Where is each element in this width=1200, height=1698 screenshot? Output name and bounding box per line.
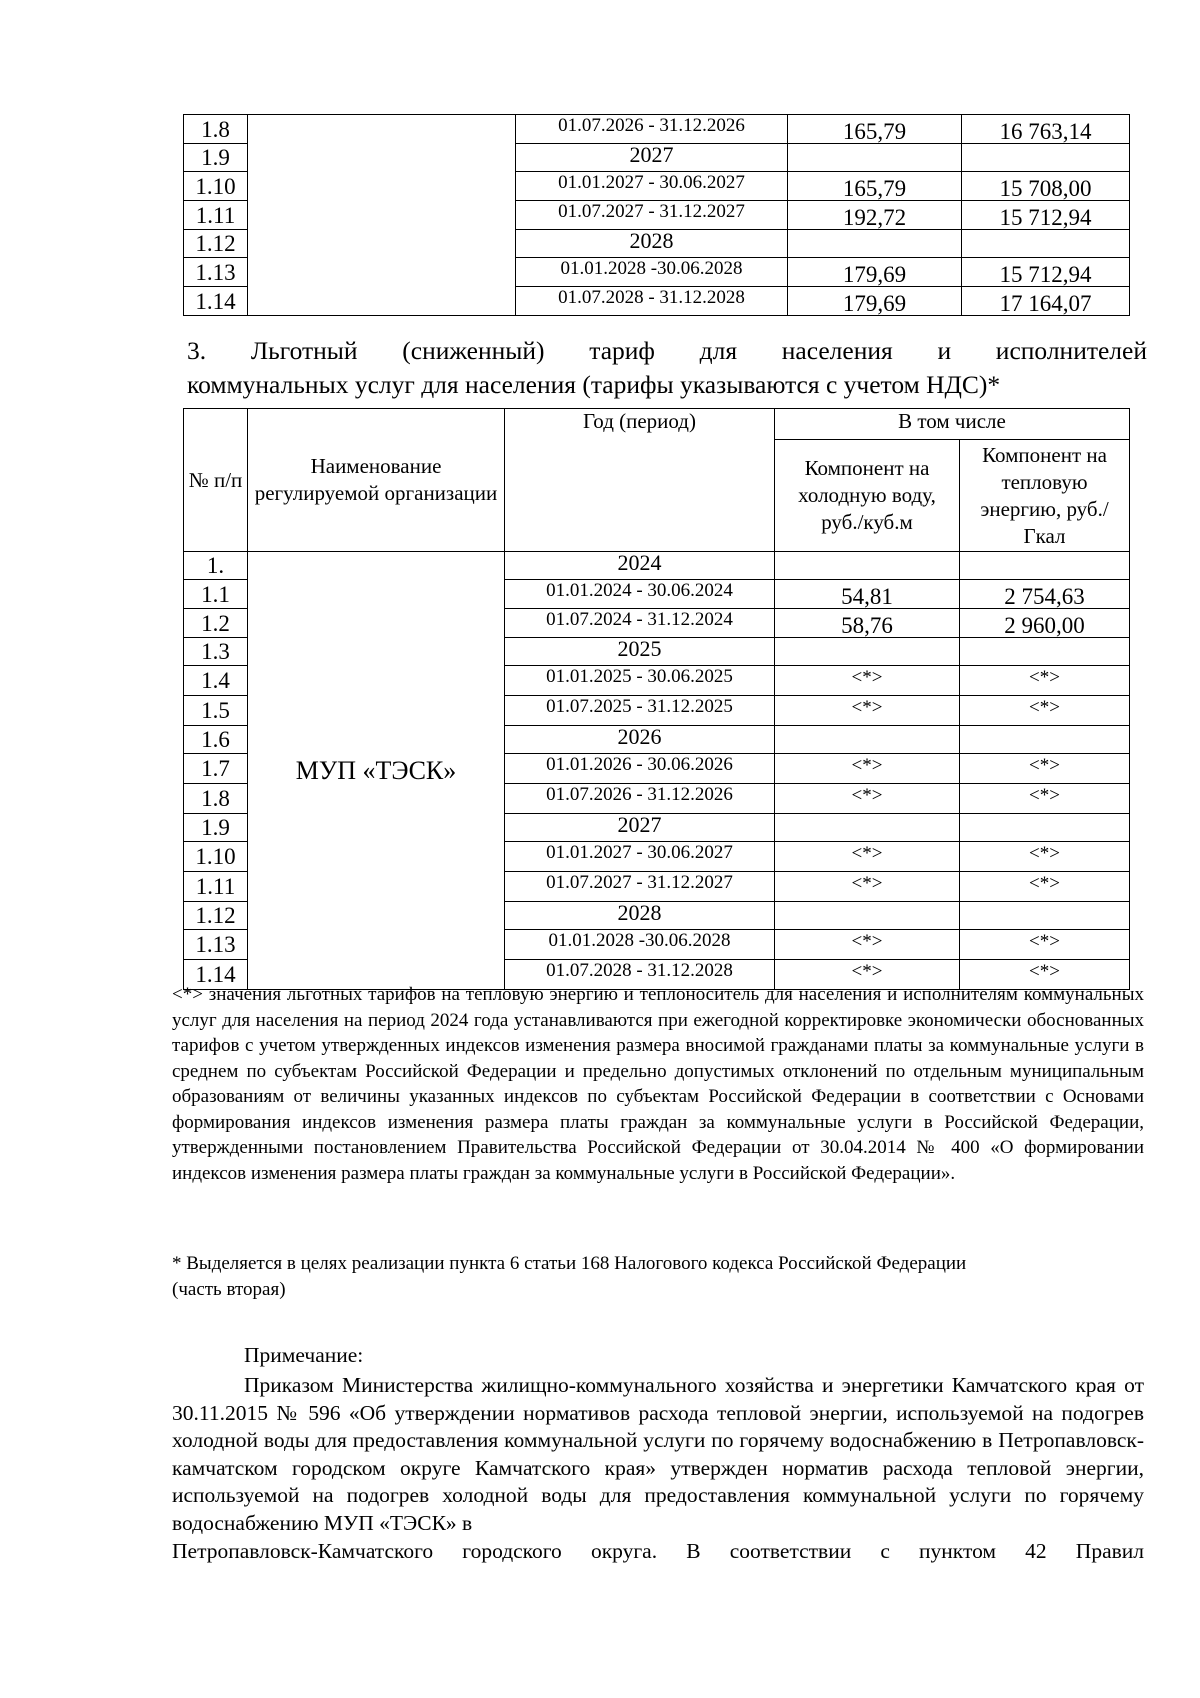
- water-component-value: 179,69: [788, 287, 962, 316]
- row-number: 1.3: [184, 638, 248, 666]
- header-period: Год (период): [505, 409, 775, 552]
- water-component-value: [788, 230, 962, 258]
- year-label: 2025: [505, 638, 775, 666]
- preferential-tariff-table: [183, 408, 1130, 990]
- period-cell: 01.07.2028 - 31.12.2028: [516, 287, 788, 316]
- water-component-value: 54,81: [775, 580, 960, 609]
- water-component-value: <*>: [775, 754, 960, 784]
- tariff-table-continuation: [183, 114, 1130, 316]
- heat-component-value: [960, 552, 1130, 580]
- period-cell: 01.07.2024 - 31.12.2024: [505, 609, 775, 638]
- year-label: 2024: [505, 552, 775, 580]
- water-component-value: [788, 144, 962, 172]
- row-number: 1.11: [184, 872, 248, 902]
- header-heat-component: Компонент на тепловую энергию, руб./Гкал: [960, 440, 1130, 552]
- heat-component-value: <*>: [960, 842, 1130, 872]
- water-component-value: <*>: [775, 696, 960, 726]
- heat-component-value: 16 763,14: [962, 115, 1130, 144]
- heat-component-value: [960, 902, 1130, 930]
- heat-component-value: [960, 814, 1130, 842]
- heat-component-value: 2 754,63: [960, 580, 1130, 609]
- row-number: 1.5: [184, 696, 248, 726]
- heat-component-value: <*>: [960, 666, 1130, 696]
- table-row: [184, 115, 1130, 144]
- section-3-heading-line1: 3. Льготный (сниженный) тариф для населения и исполнителей: [187, 336, 1147, 365]
- header-organization: Наименование регулируемой организации: [248, 409, 505, 552]
- water-component-value: [775, 902, 960, 930]
- row-number: 1.10: [184, 172, 248, 201]
- period-cell: 01.01.2027 - 30.06.2027: [505, 842, 775, 872]
- row-number: 1.2: [184, 609, 248, 638]
- row-number: 1.9: [184, 144, 248, 172]
- row-number: 1.: [184, 552, 248, 580]
- year-label: 2026: [505, 726, 775, 754]
- water-component-value: <*>: [775, 872, 960, 902]
- water-component-value: 58,76: [775, 609, 960, 638]
- water-component-value: <*>: [775, 784, 960, 814]
- heat-component-value: 15 712,94: [962, 201, 1130, 230]
- heat-component-value: 15 708,00: [962, 172, 1130, 201]
- row-number: 1.1: [184, 580, 248, 609]
- row-number: 1.13: [184, 258, 248, 287]
- row-number: 1.14: [184, 960, 248, 990]
- heat-component-value: 2 960,00: [960, 609, 1130, 638]
- year-label: 2028: [505, 902, 775, 930]
- heat-component-value: [960, 726, 1130, 754]
- water-component-value: 179,69: [788, 258, 962, 287]
- water-component-value: [775, 726, 960, 754]
- heat-component-value: <*>: [960, 696, 1130, 726]
- period-cell: 01.07.2026 - 31.12.2026: [505, 784, 775, 814]
- organization-name: МУП «ТЭСК»: [248, 552, 505, 990]
- heat-component-value: <*>: [960, 960, 1130, 990]
- water-component-value: [775, 552, 960, 580]
- period-cell: 01.01.2027 - 30.06.2027: [516, 172, 788, 201]
- year-label: 2027: [516, 144, 788, 172]
- row-number: 1.9: [184, 814, 248, 842]
- year-label: 2028: [516, 230, 788, 258]
- note-body: [172, 1372, 1144, 1565]
- row-number: 1.4: [184, 666, 248, 696]
- year-label: 2027: [505, 814, 775, 842]
- water-component-value: <*>: [775, 666, 960, 696]
- header-including: В том числе: [775, 409, 1130, 440]
- period-cell: 01.07.2027 - 31.12.2027: [516, 201, 788, 230]
- period-cell: 01.01.2024 - 30.06.2024: [505, 580, 775, 609]
- section-3-heading-line2: коммунальных услуг для населения (тарифы указываются с учетом НДС)*: [187, 370, 1001, 399]
- organization-cell: [248, 115, 516, 316]
- water-component-value: [775, 814, 960, 842]
- period-cell: 01.01.2028 -30.06.2028: [505, 930, 775, 960]
- period-cell: 01.07.2028 - 31.12.2028: [505, 960, 775, 990]
- note-body-text: Приказом Министерства жилищно-коммунального хозяйства и энергетики Камчатского края от 30.11.2015 № 596 «Об утверждении нормативов расхода тепловой энергии, используемой на подогрев холодной воды для предоставления коммунальной услуги по горячему водоснабжению в Петропавловск-камчатском городском округе Камчатского края» утвержден норматив расхода тепловой энергии, используемой на подогрев холодной воды для предоставления коммунальной услуги по горячему водоснабжению МУП «ТЭСК» в: [172, 1373, 1144, 1535]
- heat-component-value: 17 164,07: [962, 287, 1130, 316]
- heat-component-value: <*>: [960, 930, 1130, 960]
- note-label: Примечание:: [244, 1343, 364, 1367]
- heat-component-value: <*>: [960, 754, 1130, 784]
- header-water-component: Компонент на холодную воду, руб./куб.м: [775, 440, 960, 552]
- section-3-heading: [187, 334, 1147, 402]
- note-body-last-line: Петропавловск-Камчатского городского округа. В соответствии с пунктом 42 Правил: [172, 1538, 1144, 1563]
- heat-component-value: <*>: [960, 872, 1130, 902]
- heat-component-value: [962, 144, 1130, 172]
- period-cell: 01.07.2027 - 31.12.2027: [505, 872, 775, 902]
- water-component-value: 165,79: [788, 115, 962, 144]
- row-number: 1.13: [184, 930, 248, 960]
- period-cell: 01.01.2028 -30.06.2028: [516, 258, 788, 287]
- row-number: 1.12: [184, 230, 248, 258]
- period-cell: 01.07.2025 - 31.12.2025: [505, 696, 775, 726]
- footnote-asterisk-brackets: <*> значения льготных тарифов на тепловую энергию и теплоноситель для населения и исполнителям коммунальных услуг для населения на период 2024 года устанавливаются при ежегодной корректировке экономически обоснованных тарифов с учетом утвержденных индексов изменения размера вносимой гражданами платы за коммунальные услуги в среднем по субъектам Российской Федерации и предельно допустимых отклонений по отдельным муниципальным образованиям от величины указанных индексов по субъектам Российской Федерации в соответствии с Основами формирования индексов изменения размера платы граждан за коммунальные услуги в Российской Федерации, утвержденными постановлением Правительства Российской Федерации от 30.04.2014 № 400 «О формировании индексов изменения размера платы граждан за коммунальные услуги в Российской Федерации».: [172, 984, 1144, 1184]
- heat-component-value: <*>: [960, 784, 1130, 814]
- heat-component-value: [960, 638, 1130, 666]
- row-number: 1.12: [184, 902, 248, 930]
- heat-component-value: 15 712,94: [962, 258, 1130, 287]
- footnote-vat-line2: (часть вторая): [172, 1278, 286, 1300]
- footnote-vat: [172, 1251, 1144, 1302]
- water-component-value: <*>: [775, 930, 960, 960]
- water-component-value: 165,79: [788, 172, 962, 201]
- water-component-value: <*>: [775, 842, 960, 872]
- row-number: 1.8: [184, 115, 248, 144]
- header-num: № п/п: [184, 409, 248, 552]
- water-component-value: 192,72: [788, 201, 962, 230]
- row-number: 1.11: [184, 201, 248, 230]
- footnote-vat-line1: * Выделяется в целях реализации пункта 6 статьи 168 Налогового кодекса Российской Федерации: [172, 1253, 967, 1274]
- row-number: 1.7: [184, 754, 248, 784]
- heat-component-value: [962, 230, 1130, 258]
- row-number: 1.14: [184, 287, 248, 316]
- period-cell: 01.07.2026 - 31.12.2026: [516, 115, 788, 144]
- table-row: [184, 552, 1130, 580]
- row-number: 1.10: [184, 842, 248, 872]
- period-cell: 01.01.2026 - 30.06.2026: [505, 754, 775, 784]
- row-number: 1.8: [184, 784, 248, 814]
- water-component-value: [775, 638, 960, 666]
- row-number: 1.6: [184, 726, 248, 754]
- period-cell: 01.01.2025 - 30.06.2025: [505, 666, 775, 696]
- water-component-value: <*>: [775, 960, 960, 990]
